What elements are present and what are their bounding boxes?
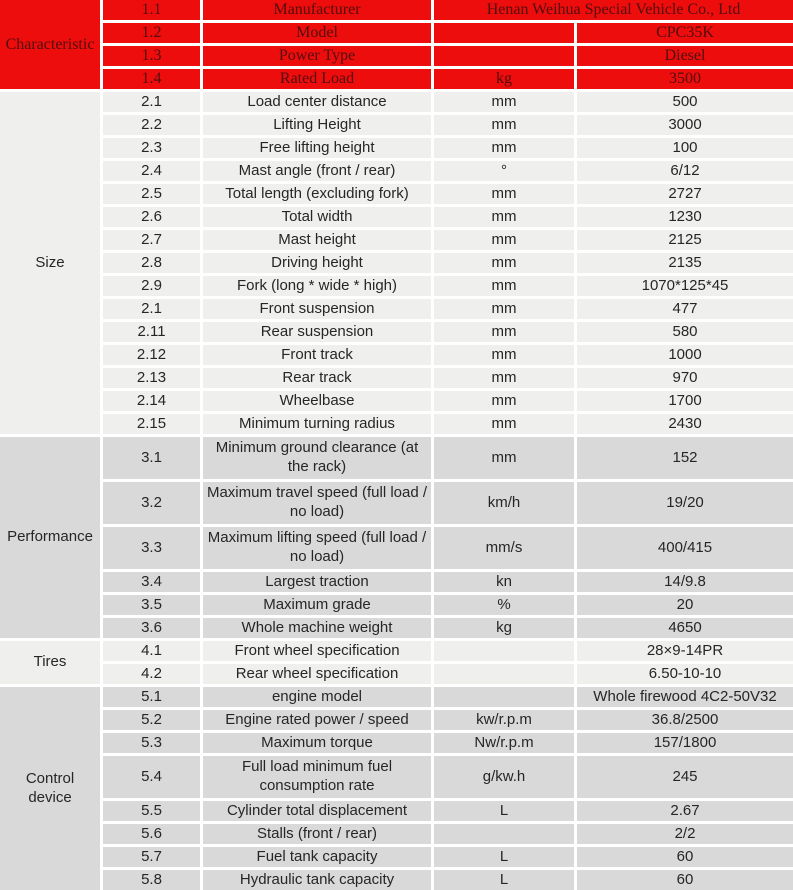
value-cell: 4650 [577, 618, 793, 638]
unit-cell: mm [434, 322, 574, 342]
param-name-cell: Manufacturer [203, 0, 431, 20]
param-name-cell: Front wheel specification [203, 641, 431, 661]
row-number-cell: 5.2 [103, 710, 200, 730]
value-cell: 2135 [577, 253, 793, 273]
table-row [0, 391, 793, 411]
unit-cell: Nw/r.p.m [434, 733, 574, 753]
param-name-cell: Rear wheel specification [203, 664, 431, 684]
unit-cell: L [434, 801, 574, 821]
param-name-cell: engine model [203, 687, 431, 707]
value-cell: 245 [577, 756, 793, 798]
table-row [0, 368, 793, 388]
unit-cell: mm [434, 414, 574, 434]
value-cell: 1700 [577, 391, 793, 411]
value-cell: 2430 [577, 414, 793, 434]
value-cell: 2.67 [577, 801, 793, 821]
param-name-cell: Free lifting height [203, 138, 431, 158]
value-cell: 400/415 [577, 527, 793, 569]
category-cell: Size [0, 92, 100, 434]
table-row [0, 801, 793, 821]
table-row [0, 595, 793, 615]
value-cell: 36.8/2500 [577, 710, 793, 730]
unit-cell: mm [434, 138, 574, 158]
unit-cell: mm [434, 276, 574, 296]
row-number-cell: 2.9 [103, 276, 200, 296]
category-cell: Performance [0, 437, 100, 638]
table-row [0, 92, 793, 112]
category-cell: Characteristic [0, 0, 100, 89]
param-name-cell: Lifting Height [203, 115, 431, 135]
table-row [0, 664, 793, 684]
param-name-cell: Full load minimum fuel consumption rate [203, 756, 431, 798]
param-name-cell: Mast height [203, 230, 431, 250]
row-number-cell: 2.15 [103, 414, 200, 434]
row-number-cell: 2.1 [103, 92, 200, 112]
param-name-cell: Mast angle (front / rear) [203, 161, 431, 181]
row-number-cell: 1.2 [103, 23, 200, 43]
table-row [0, 345, 793, 365]
param-name-cell: Maximum grade [203, 595, 431, 615]
table-row [0, 618, 793, 638]
table-row [0, 641, 793, 661]
param-name-cell: Wheelbase [203, 391, 431, 411]
row-number-cell: 2.5 [103, 184, 200, 204]
row-number-cell: 1.1 [103, 0, 200, 20]
value-cell: 60 [577, 847, 793, 867]
param-name-cell: Maximum travel speed (full load / no load) [203, 482, 431, 524]
value-cell: 14/9.8 [577, 572, 793, 592]
row-number-cell: 3.4 [103, 572, 200, 592]
row-number-cell: 5.7 [103, 847, 200, 867]
value-cell: 1000 [577, 345, 793, 365]
row-number-cell: 5.1 [103, 687, 200, 707]
value-cell: Henan Weihua Special Vehicle Co., Ltd [434, 0, 793, 20]
category-cell: Control device [0, 687, 100, 890]
value-cell: 6/12 [577, 161, 793, 181]
value-cell: 60 [577, 870, 793, 890]
unit-cell: mm [434, 299, 574, 319]
unit-cell [434, 46, 574, 66]
value-cell: 2/2 [577, 824, 793, 844]
unit-cell: mm [434, 230, 574, 250]
value-cell: 3000 [577, 115, 793, 135]
param-name-cell: Maximum lifting speed (full load / no load) [203, 527, 431, 569]
unit-cell: mm [434, 345, 574, 365]
param-name-cell: Total width [203, 207, 431, 227]
table-row [0, 207, 793, 227]
param-name-cell: Minimum ground clearance (at the rack) [203, 437, 431, 479]
row-number-cell: 2.4 [103, 161, 200, 181]
table-row [0, 115, 793, 135]
unit-cell: km/h [434, 482, 574, 524]
param-name-cell: Fuel tank capacity [203, 847, 431, 867]
unit-cell: mm [434, 184, 574, 204]
param-name-cell: Load center distance [203, 92, 431, 112]
param-name-cell: Engine rated power / speed [203, 710, 431, 730]
table-row [0, 161, 793, 181]
unit-cell: mm [434, 253, 574, 273]
param-name-cell: Largest traction [203, 572, 431, 592]
table-row [0, 824, 793, 844]
unit-cell: L [434, 847, 574, 867]
row-number-cell: 5.4 [103, 756, 200, 798]
table-row [0, 482, 793, 524]
table-row [0, 322, 793, 342]
row-number-cell: 2.12 [103, 345, 200, 365]
value-cell: 580 [577, 322, 793, 342]
param-name-cell: Minimum turning radius [203, 414, 431, 434]
param-name-cell: Front suspension [203, 299, 431, 319]
table-row [0, 253, 793, 273]
row-number-cell: 2.8 [103, 253, 200, 273]
unit-cell [434, 23, 574, 43]
param-name-cell: Rear track [203, 368, 431, 388]
unit-cell: ° [434, 161, 574, 181]
table-row [0, 437, 793, 479]
unit-cell: kw/r.p.m [434, 710, 574, 730]
row-number-cell: 2.7 [103, 230, 200, 250]
value-cell: 2125 [577, 230, 793, 250]
row-number-cell: 3.3 [103, 527, 200, 569]
value-cell: 28×9-14PR [577, 641, 793, 661]
table-row [0, 23, 793, 43]
row-number-cell: 4.2 [103, 664, 200, 684]
row-number-cell: 1.4 [103, 69, 200, 89]
value-cell: 1230 [577, 207, 793, 227]
table-row [0, 184, 793, 204]
value-cell: 970 [577, 368, 793, 388]
table-row [0, 870, 793, 890]
row-number-cell: 2.11 [103, 322, 200, 342]
value-cell: 157/1800 [577, 733, 793, 753]
row-number-cell: 3.1 [103, 437, 200, 479]
row-number-cell: 1.3 [103, 46, 200, 66]
unit-cell: % [434, 595, 574, 615]
unit-cell: mm [434, 207, 574, 227]
category-cell: Tires [0, 641, 100, 684]
value-cell: CPC35K [577, 23, 793, 43]
unit-cell: L [434, 870, 574, 890]
table-row [0, 299, 793, 319]
param-name-cell: Whole machine weight [203, 618, 431, 638]
table-row [0, 46, 793, 66]
table-row [0, 687, 793, 707]
row-number-cell: 4.1 [103, 641, 200, 661]
table-row [0, 527, 793, 569]
table-row [0, 710, 793, 730]
param-name-cell: Cylinder total displacement [203, 801, 431, 821]
unit-cell: mm [434, 115, 574, 135]
table-row [0, 414, 793, 434]
table-row [0, 847, 793, 867]
row-number-cell: 2.3 [103, 138, 200, 158]
table-row [0, 756, 793, 798]
param-name-cell: Model [203, 23, 431, 43]
param-name-cell: Rated Load [203, 69, 431, 89]
value-cell: 500 [577, 92, 793, 112]
row-number-cell: 2.13 [103, 368, 200, 388]
value-cell: 19/20 [577, 482, 793, 524]
row-number-cell: 3.2 [103, 482, 200, 524]
value-cell: 2727 [577, 184, 793, 204]
param-name-cell: Power Type [203, 46, 431, 66]
param-name-cell: Driving height [203, 253, 431, 273]
row-number-cell: 5.8 [103, 870, 200, 890]
unit-cell: mm [434, 92, 574, 112]
table-row [0, 733, 793, 753]
value-cell: Whole firewood 4C2-50V32 [577, 687, 793, 707]
unit-cell [434, 664, 574, 684]
table-row [0, 230, 793, 250]
table-row [0, 572, 793, 592]
unit-cell: kg [434, 618, 574, 638]
unit-cell: mm [434, 437, 574, 479]
value-cell: Diesel [577, 46, 793, 66]
row-number-cell: 2.6 [103, 207, 200, 227]
unit-cell: mm [434, 391, 574, 411]
param-name-cell: Rear suspension [203, 322, 431, 342]
param-name-cell: Stalls (front / rear) [203, 824, 431, 844]
value-cell: 100 [577, 138, 793, 158]
row-number-cell: 3.6 [103, 618, 200, 638]
row-number-cell: 2.14 [103, 391, 200, 411]
unit-cell: mm/s [434, 527, 574, 569]
row-number-cell: 2.2 [103, 115, 200, 135]
table-row [0, 276, 793, 296]
value-cell: 6.50-10-10 [577, 664, 793, 684]
row-number-cell: 5.5 [103, 801, 200, 821]
unit-cell: g/kw.h [434, 756, 574, 798]
unit-cell [434, 641, 574, 661]
value-cell: 152 [577, 437, 793, 479]
param-name-cell: Fork (long * wide * high) [203, 276, 431, 296]
row-number-cell: 2.1 [103, 299, 200, 319]
unit-cell: kg [434, 69, 574, 89]
table-row [0, 69, 793, 89]
value-cell: 477 [577, 299, 793, 319]
value-cell: 3500 [577, 69, 793, 89]
table-row [0, 138, 793, 158]
unit-cell [434, 687, 574, 707]
param-name-cell: Total length (excluding fork) [203, 184, 431, 204]
param-name-cell: Hydraulic tank capacity [203, 870, 431, 890]
row-number-cell: 5.6 [103, 824, 200, 844]
param-name-cell: Maximum torque [203, 733, 431, 753]
unit-cell [434, 824, 574, 844]
value-cell: 20 [577, 595, 793, 615]
unit-cell: mm [434, 368, 574, 388]
row-number-cell: 5.3 [103, 733, 200, 753]
row-number-cell: 3.5 [103, 595, 200, 615]
unit-cell: kn [434, 572, 574, 592]
table-row [0, 0, 793, 20]
value-cell: 1070*125*45 [577, 276, 793, 296]
param-name-cell: Front track [203, 345, 431, 365]
